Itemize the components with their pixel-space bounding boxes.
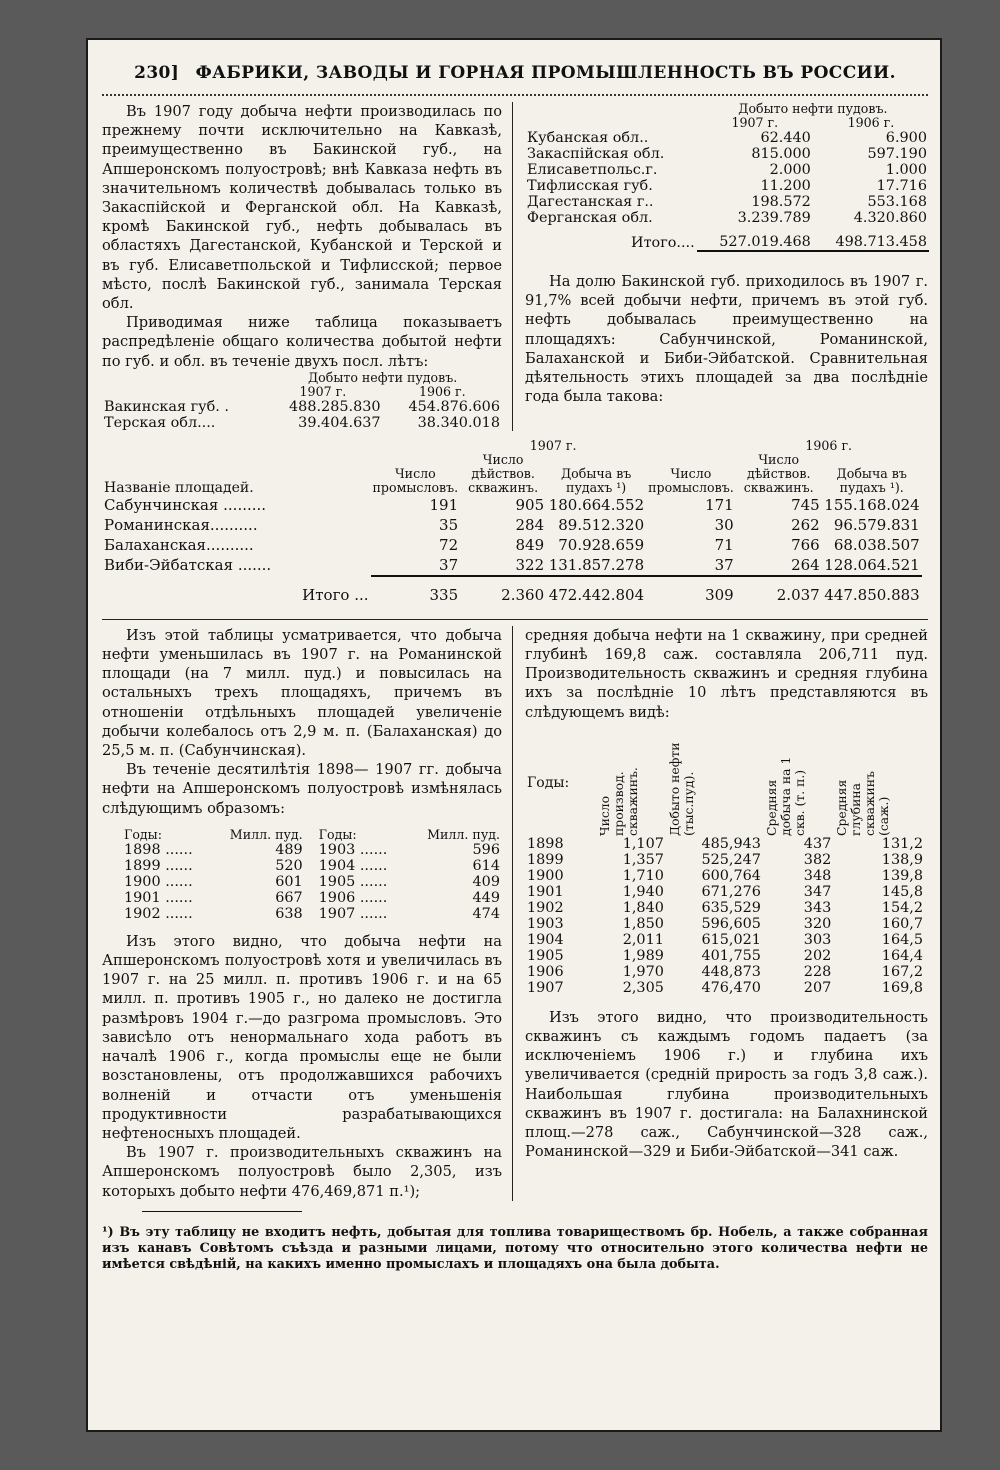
paragraph: Въ теченіе десятилѣтія 1898— 1907 гг. добыча нефти на Апшеронскомъ полуостровѣ измѣнялась слѣдующимъ образомъ: xyxy=(102,761,502,817)
col-header-year: Годы: xyxy=(124,826,162,842)
table-row: 1902 1,840 635,529 343 154,2 xyxy=(527,899,923,916)
col-header-year: Годы: xyxy=(527,774,570,791)
paragraph: Въ 1907 году добыча нефти производилась по прежнему почти исключительно на Кавказѣ, преимущественно въ Бакинской губ., на Апшеронскомъ полуостровѣ; внѣ Кавказа нефть въ значительномъ количествѣ добывалась только въ Закаспійской и Ферганской обл. На Кавказѣ, кромѣ Бакинской губ., нефть добывалась въ областяхъ Дагестанской, Кубанской и Терской и въ губ. Елисаветпольской и Тифлисской; первое мѣсто, послѣ Бакинской губ., занимала Терская обл. xyxy=(102,103,502,313)
top-columns xyxy=(102,102,928,431)
col-header-mill-pud: Милл. пуд. xyxy=(427,826,500,842)
page-content xyxy=(102,60,928,1285)
col-header-output: Добыча въ пудахъ ¹). xyxy=(836,465,907,495)
table-row: Елисаветпольс.г. 2.000 1.000 xyxy=(527,162,927,178)
table-row: 1906 1,970 448,873 228 167,2 xyxy=(527,963,923,980)
table-row: Романинская.......... 35 284 89.512.320 30 262 96.579.831 xyxy=(104,515,920,534)
col-header-avg-output: Средняя добыча на 1 скв. (т. п.) xyxy=(763,756,807,836)
bottom-columns xyxy=(102,626,928,1201)
col-header-1906: 1906 г. xyxy=(418,383,466,399)
table-row: Дагестанская г.. 198.572 553.168 xyxy=(527,194,927,210)
left-column-top xyxy=(102,102,512,431)
table-caption: Добыто нефти пудовъ. xyxy=(307,369,458,385)
table-row: 1899 ...... 520 1904 ...... 614 xyxy=(124,857,500,874)
book-page xyxy=(86,38,942,1432)
table-row: 1898 ...... 489 1903 ...... 596 xyxy=(124,841,500,858)
paragraph: Изъ этого видно, что добыча нефти на Апшеронскомъ полуостровѣ хотя и увеличилась въ 1907 г. на 25 милл. п. противъ 1906 г. и на 65 милл. п. противъ 1905 г., но далеко не достигла размѣровъ 1904 г.—до разгрома промысловъ. Это зависѣло отъ ненормальнаго хода работъ въ началѣ 1906 г., когда промыслы еще не были возстановлены, отъ продолжавшихся рабочихъ волненій и отчасти отъ уменьшенія продуктивности разрабатывающихся нефтеносныхъ площадей. xyxy=(102,932,502,1142)
col-header-output: Добыто нефти (тыс.пуд). xyxy=(666,742,696,836)
col-header-wells: Число дѣйствов. скважинъ. xyxy=(743,451,814,495)
table-row: 1901 1,940 671,276 347 145,8 xyxy=(527,883,923,900)
col-header-name: Названіе площадей. xyxy=(104,479,254,496)
table-row: Виби-Эйбатская ....... 37 322 131.857.278 37 264 128.064.521 xyxy=(104,555,920,575)
table-row: Закаспійская обл. 815.000 597.190 xyxy=(527,146,927,162)
page-header xyxy=(102,60,928,86)
paragraph: Приводимая ниже таблица показываетъ распредѣленіе общаго количества добытой нефти по губ. и обл. въ теченіе двухъ посл. лѣтъ: xyxy=(102,314,502,370)
table-row: 1901 ...... 667 1906 ...... 449 xyxy=(124,889,500,906)
header-ornament-rule xyxy=(102,86,928,96)
table-row: 1907 2,305 476,470 207 169,8 xyxy=(527,979,923,996)
page-title: ФАБРИКИ, ЗАВОДЫ И ГОРНАЯ ПРОМЫШЛЕННОСТЬ ВЪ РОССИИ. xyxy=(195,63,896,83)
province-output-table-a xyxy=(102,371,502,431)
well-productivity-table xyxy=(525,730,925,996)
province-output-table-b xyxy=(525,102,929,254)
table-row: 1899 1,357 525,247 382 138,9 xyxy=(527,851,923,868)
col-header-promysly: Число промысловъ. xyxy=(648,465,734,495)
table-row: Вакинская губ. . 488.285.830 454.876.606 xyxy=(104,398,500,415)
table-row: Терская обл.... 39.404.637 38.340.018 xyxy=(104,414,500,431)
right-column-top xyxy=(512,102,928,431)
total-row: Итого ... 335 2.360 472.442.804 309 2.037 447.850.883 xyxy=(302,585,920,604)
table-row: Тифлисская губ. 11.200 17.716 xyxy=(527,178,927,194)
table-caption: Добыто нефти пудовъ. xyxy=(738,101,888,116)
table-row: Кубанская обл.. 62.440 6.900 xyxy=(527,130,927,146)
right-column-bottom xyxy=(512,626,928,1201)
col-header-promysly: Число промысловъ. xyxy=(372,465,459,495)
col-header-1907: 1907 г. xyxy=(731,115,779,130)
col-header-mill-pud: Милл. пуд. xyxy=(229,826,303,842)
table-row: Балаханская.......... 72 849 70.928.659 71 766 68.038.507 xyxy=(104,535,920,554)
col-header-wells: Число дѣйствов. скважинъ. xyxy=(468,451,539,495)
total-row: Итого.... 527.019.468 498.713.458 xyxy=(631,234,927,251)
table-row: Ферганская обл. 3.239.789 4.320.860 xyxy=(527,210,927,226)
col-header-year: Годы: xyxy=(318,826,357,842)
page-number: 230] xyxy=(134,63,180,83)
table-row: 1904 2,011 615,021 303 164,5 xyxy=(527,931,923,948)
table-row: Сабунчинская ......... 191 905 180.664.552 171 745 155.168.024 xyxy=(104,495,920,514)
table-row: 1900 1,710 600,764 348 139,8 xyxy=(527,867,923,884)
footnote: ¹) Въ эту таблицу не входитъ нефть, добытая для топлива товариществомъ бр. Нобель, а также собранная изъ канавъ Совѣтомъ съѣзда и разными лицами, потому что относительно этого количества нефти не имѣется свѣдѣній, на какихъ именно промыслахъ и площадяхъ она была добыта. xyxy=(102,1224,928,1272)
table-row: 1898 1,107 485,943 437 131,2 xyxy=(527,835,923,852)
yearly-output-table xyxy=(122,828,502,922)
footnote-rule xyxy=(142,1211,302,1212)
paragraph: Изъ этой таблицы усматривается, что добыча нефти уменьшилась въ 1907 г. на Романинской площади (на 7 милл. пуд.) и повысилась на остальныхъ трехъ площадяхъ, причемъ въ отношеніи отдѣльныхъ площадей увеличеніе добычи колебалось отъ 2,9 м. п. (Балаханская) до 25,5 м. п. (Сабунчинская). xyxy=(102,626,502,760)
paragraph: Изъ этого видно, что производительность скважинъ съ каждымъ годомъ падаетъ (за исключеніемъ 1906 г.) и глубина ихъ увеличивается (средній прирость за годъ 3,8 саж.). Наибольшая глубина производительныхъ скважинъ въ 1907 г. достигала: на Балахнинской площ.—278 саж., Сабунчинской—328 саж., Романинской—329 и Биби-Эйбатской—341 саж. xyxy=(525,1008,928,1161)
paragraph: средняя добыча нефти на 1 скважину, при средней глубинѣ 169,8 саж. составляла 206,711 пуд. Производительность скважинъ и средняя глубина ихъ за послѣдніе 10 лѣтъ представляются въ слѣдующемъ видѣ: xyxy=(525,626,928,721)
col-header-wells: Число производ. скважинъ. xyxy=(596,767,640,836)
col-header-output: Добыча въ пудахъ ¹) xyxy=(560,465,632,495)
paragraph: Въ 1907 г. производительныхъ скважинъ на Апшеронскомъ полуостровѣ было 2,305, изъ которыхъ добыто нефти 476,469,871 п.¹); xyxy=(102,1144,502,1200)
left-column-bottom xyxy=(102,626,512,1201)
col-header-1907: 1907 г. xyxy=(299,383,347,399)
oilfield-areas-table xyxy=(102,439,928,605)
year-header-1907: 1907 г. xyxy=(529,437,577,453)
table-row: 1905 1,989 401,755 202 164,4 xyxy=(527,947,923,964)
table-row: 1902 ...... 638 1907 ...... 474 xyxy=(124,905,500,922)
col-header-1906: 1906 г. xyxy=(847,115,895,130)
paragraph: На долю Бакинской губ. приходилось въ 1907 г. 91,7% всей добычи нефти, причемъ въ этой губ. нефть добывалась преимущественно на площадяхъ: Сабунчинской, Романинской, Балаханской и Биби-Эйбатской. Сравнительная дѣятельность этихъ площадей за два послѣдніе года была такова: xyxy=(525,273,928,406)
table-row: 1903 1,850 596,605 320 160,7 xyxy=(527,915,923,932)
year-header-1906: 1906 г. xyxy=(805,437,853,453)
col-header-avg-depth: Средняя глубина скважинъ (саж.) xyxy=(834,771,892,836)
table-row: 1900 ...... 601 1905 ...... 409 xyxy=(124,873,500,890)
